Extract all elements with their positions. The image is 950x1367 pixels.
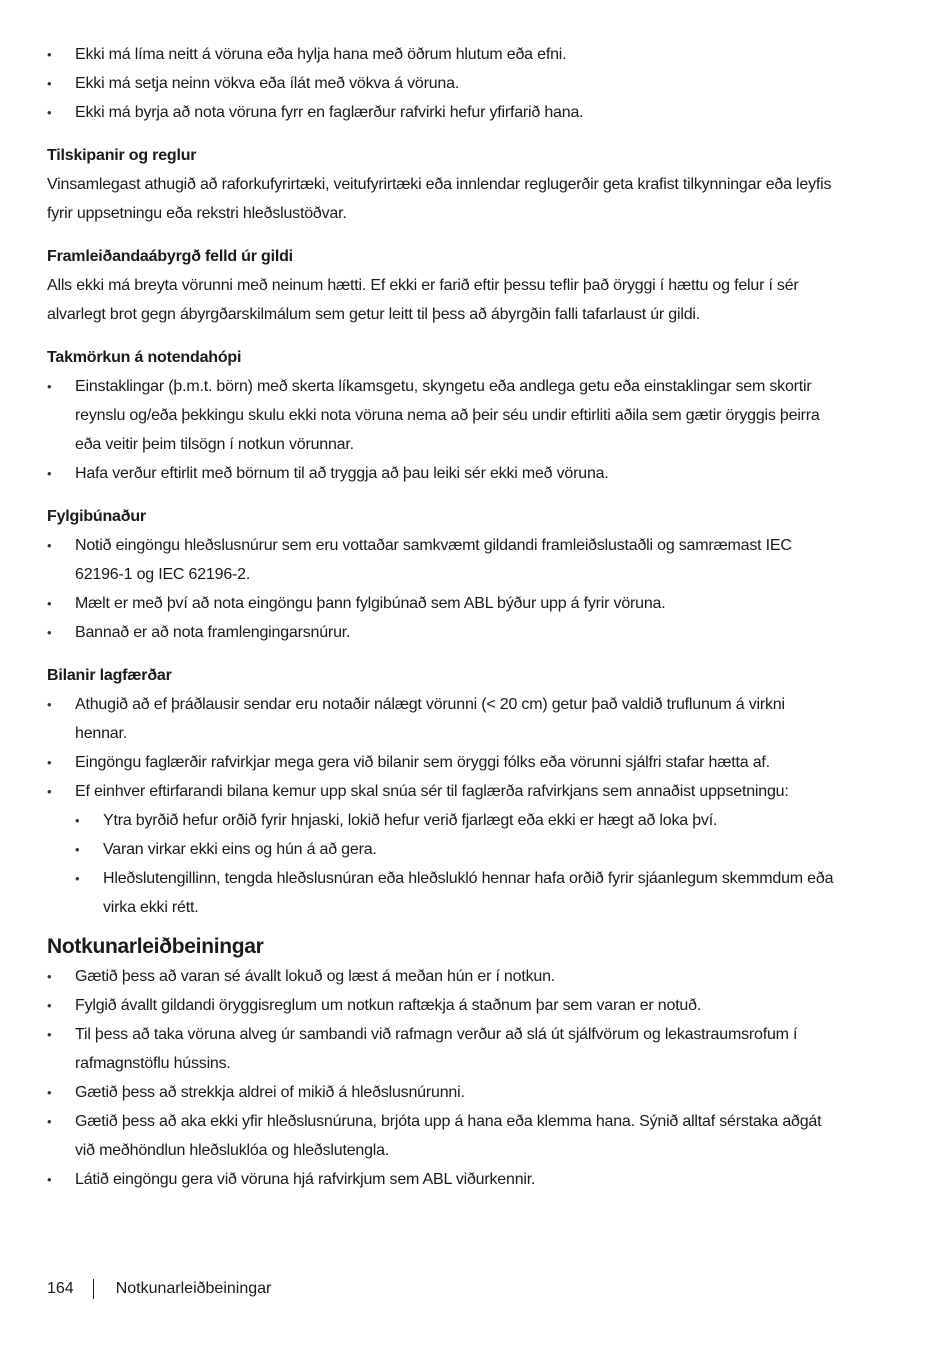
list-item: • Látið eingöngu gera við vöruna hjá rafvirkjum sem ABL viðurkennir. (47, 1165, 837, 1194)
list-item: • Gætið þess að aka ekki yfir hleðslusnúruna, brjóta upp á hana eða klemma hana. Sýnið alltaf sérstaka aðgát við meðhöndlun hleðsluklóa og hleðslutengla. (47, 1107, 837, 1165)
document-page (47, 40, 837, 1194)
accessories-section (47, 502, 837, 647)
accessories-list (47, 531, 837, 647)
footer-divider (93, 1279, 94, 1299)
list-item (47, 777, 837, 922)
section-text: Vinsamlegast athugið að raforkufyrirtæki, veitufyrirtæki eða innlendar reglugerðir geta krafist tilkynningar eða leyfis fyrir uppsetningu eða rekstri hleðslustöðvar. (47, 176, 832, 222)
user-group-section (47, 343, 837, 488)
list-item: • Fylgið ávallt gildandi öryggisreglum um notkun raftækja á staðnum þar sem varan er notuð. (47, 991, 837, 1020)
list-item: • Eingöngu faglærðir rafvirkjar mega gera við bilanir sem öryggi fólks eða vörunni sjálfri stafar hætta af. (47, 748, 837, 777)
footer-section-title: Notkunarleiðbeiningar (115, 1280, 272, 1297)
list-item: • Gætið þess að strekkja aldrei of mikið á hleðslusnúrunni. (47, 1078, 837, 1107)
list-item: • Ekki má líma neitt á vöruna eða hylja hana með öðrum hlutum eða efni. (47, 40, 837, 69)
warranty-section (47, 242, 837, 329)
section-heading: Framleiðandaábyrgð felld úr gildi (47, 248, 293, 265)
sub-list-item: • Varan virkar ekki eins og hún á að gera. (75, 835, 837, 864)
list-item-text: Ef einhver eftirfarandi bilana kemur upp skal snúa sér til faglærða rafvirkjans sem annaðist uppsetningu: (75, 783, 789, 800)
main-heading: Notkunarleiðbeiningar (47, 935, 264, 958)
sub-list-item: • Ytra byrðið hefur orðið fyrir hnjaski, lokið hefur verið fjarlægt eða ekki er hægt að loka því. (75, 806, 837, 835)
list-item: • Mælt er með því að nota eingöngu þann fylgibúnað sem ABL býður upp á fyrir vöruna. (47, 589, 837, 618)
regulations-section (47, 141, 837, 228)
list-item: • Hafa verður eftirlit með börnum til að tryggja að þau leiki sér ekki með vöruna. (47, 459, 837, 488)
user-group-list (47, 372, 837, 488)
list-item: • Ekki má setja neinn vökva eða ílát með vökva á vöruna. (47, 69, 837, 98)
list-item: • Athugið að ef þráðlausir sendar eru notaðir nálægt vörunni (< 20 cm) getur það valdið truflunum á virkni hennar. (47, 690, 837, 748)
list-item: • Notið eingöngu hleðslusnúrur sem eru vottaðar samkvæmt gildandi framleiðslustaðli og samræmast IEC 62196-1 og IEC 62196-2. (47, 531, 837, 589)
faults-list (47, 690, 837, 922)
faults-section (47, 661, 837, 922)
faults-sublist (75, 806, 837, 922)
list-item: • Gætið þess að varan sé ávallt lokuð og læst á meðan hún er í notkun. (47, 962, 837, 991)
section-heading: Fylgibúnaður (47, 508, 146, 525)
intro-list (47, 40, 837, 127)
page-footer (47, 1276, 271, 1302)
section-text: Alls ekki má breyta vörunni með neinum hætti. Ef ekki er farið eftir þessu teflir það öryggi í hættu og felur í sér alvarlegt brot gegn ábyrgðarskilmálum sem getur leitt til þess að ábyrgðin falli tafarlaust úr gildi. (47, 277, 799, 323)
list-item: • Til þess að taka vöruna alveg úr sambandi við rafmagn verður að slá út sjálfvörum og lekastraumsrofum í rafmagnstöflu hússins. (47, 1020, 837, 1078)
page-number: 164 (47, 1280, 74, 1297)
list-item: • Einstaklingar (þ.m.t. börn) með skerta líkamsgetu, skyngetu eða andlega getu eða einstaklingar sem skortir reynslu og/eða þekkingu skulu ekki nota vöruna nema að þeir séu undir eftirliti aðila sem gætir öryggis þeirra eða veitir þeim tilsögn í notkun vörunnar. (47, 372, 837, 459)
instructions-list (47, 962, 837, 1194)
sub-list-item: • Hleðslutengillinn, tengda hleðslusnúran eða hleðslukló hennar hafa orðið fyrir sjáanlegum skemmdum eða virka ekki rétt. (75, 864, 837, 922)
section-heading: Tilskipanir og reglur (47, 147, 197, 164)
instructions-section (47, 932, 837, 1194)
section-heading: Takmörkun á notendahópi (47, 349, 242, 366)
list-item: • Ekki má byrja að nota vöruna fyrr en faglærður rafvirki hefur yfirfarið hana. (47, 98, 837, 127)
section-heading: Bilanir lagfærðar (47, 667, 172, 684)
list-item: • Bannað er að nota framlengingarsnúrur. (47, 618, 837, 647)
